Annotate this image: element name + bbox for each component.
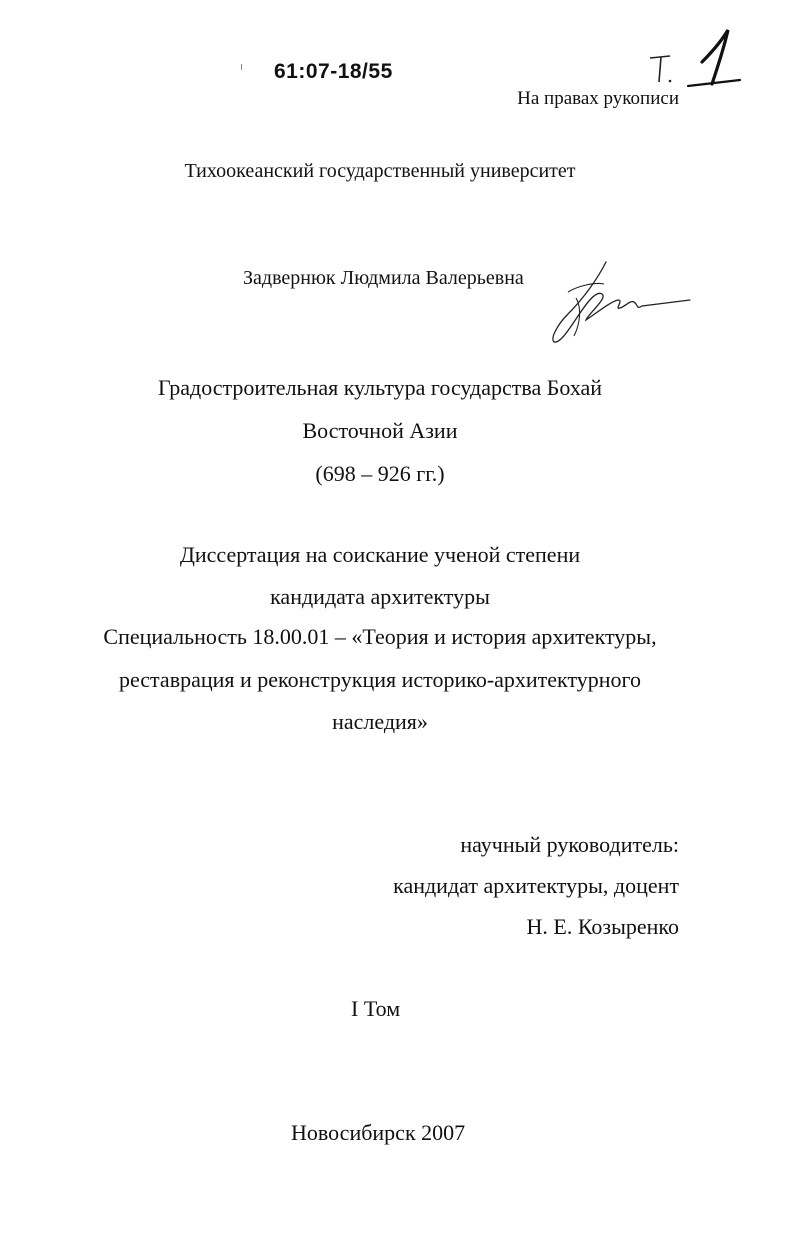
handwritten-volume-mark-drawing bbox=[640, 14, 750, 94]
specialty-line-3: наследия» bbox=[332, 709, 428, 734]
degree-line-2: кандидата архитектуры bbox=[270, 584, 490, 609]
scan-speck bbox=[241, 64, 242, 70]
volume-label: I Том bbox=[351, 996, 401, 1021]
catalog-number: 61:07-18/55 bbox=[274, 60, 393, 83]
institution-name: Тихоокеанский государственный университет bbox=[184, 160, 576, 182]
supervisor-label: научный руководитель: bbox=[460, 832, 679, 857]
degree-line-1: Диссертация на соискание ученой степени bbox=[179, 542, 581, 567]
supervisor-name: Н. Е. Козыренко bbox=[526, 914, 679, 939]
place-year: Новосибирск 2007 bbox=[291, 1120, 466, 1145]
title-line-1: Градостроительная культура государства Бохай bbox=[157, 375, 603, 400]
specialty-line-1: Специальность 18.00.01 – «Теория и история архитектуры, bbox=[103, 624, 657, 649]
supervisor-rank: кандидат архитектуры, доцент bbox=[393, 873, 679, 898]
handwritten-volume-mark bbox=[640, 14, 750, 94]
rights-note: На правах рукописи bbox=[517, 88, 679, 109]
author-signature-drawing bbox=[538, 258, 698, 348]
author-signature bbox=[538, 258, 698, 348]
author-name: Задвернюк Людмила Валерьевна bbox=[243, 267, 524, 289]
title-line-2: Восточной Азии bbox=[302, 418, 458, 443]
title-line-3: (698 – 926 гг.) bbox=[315, 461, 445, 486]
specialty-line-2: реставрация и реконструкция историко-архитектурного bbox=[118, 667, 642, 692]
